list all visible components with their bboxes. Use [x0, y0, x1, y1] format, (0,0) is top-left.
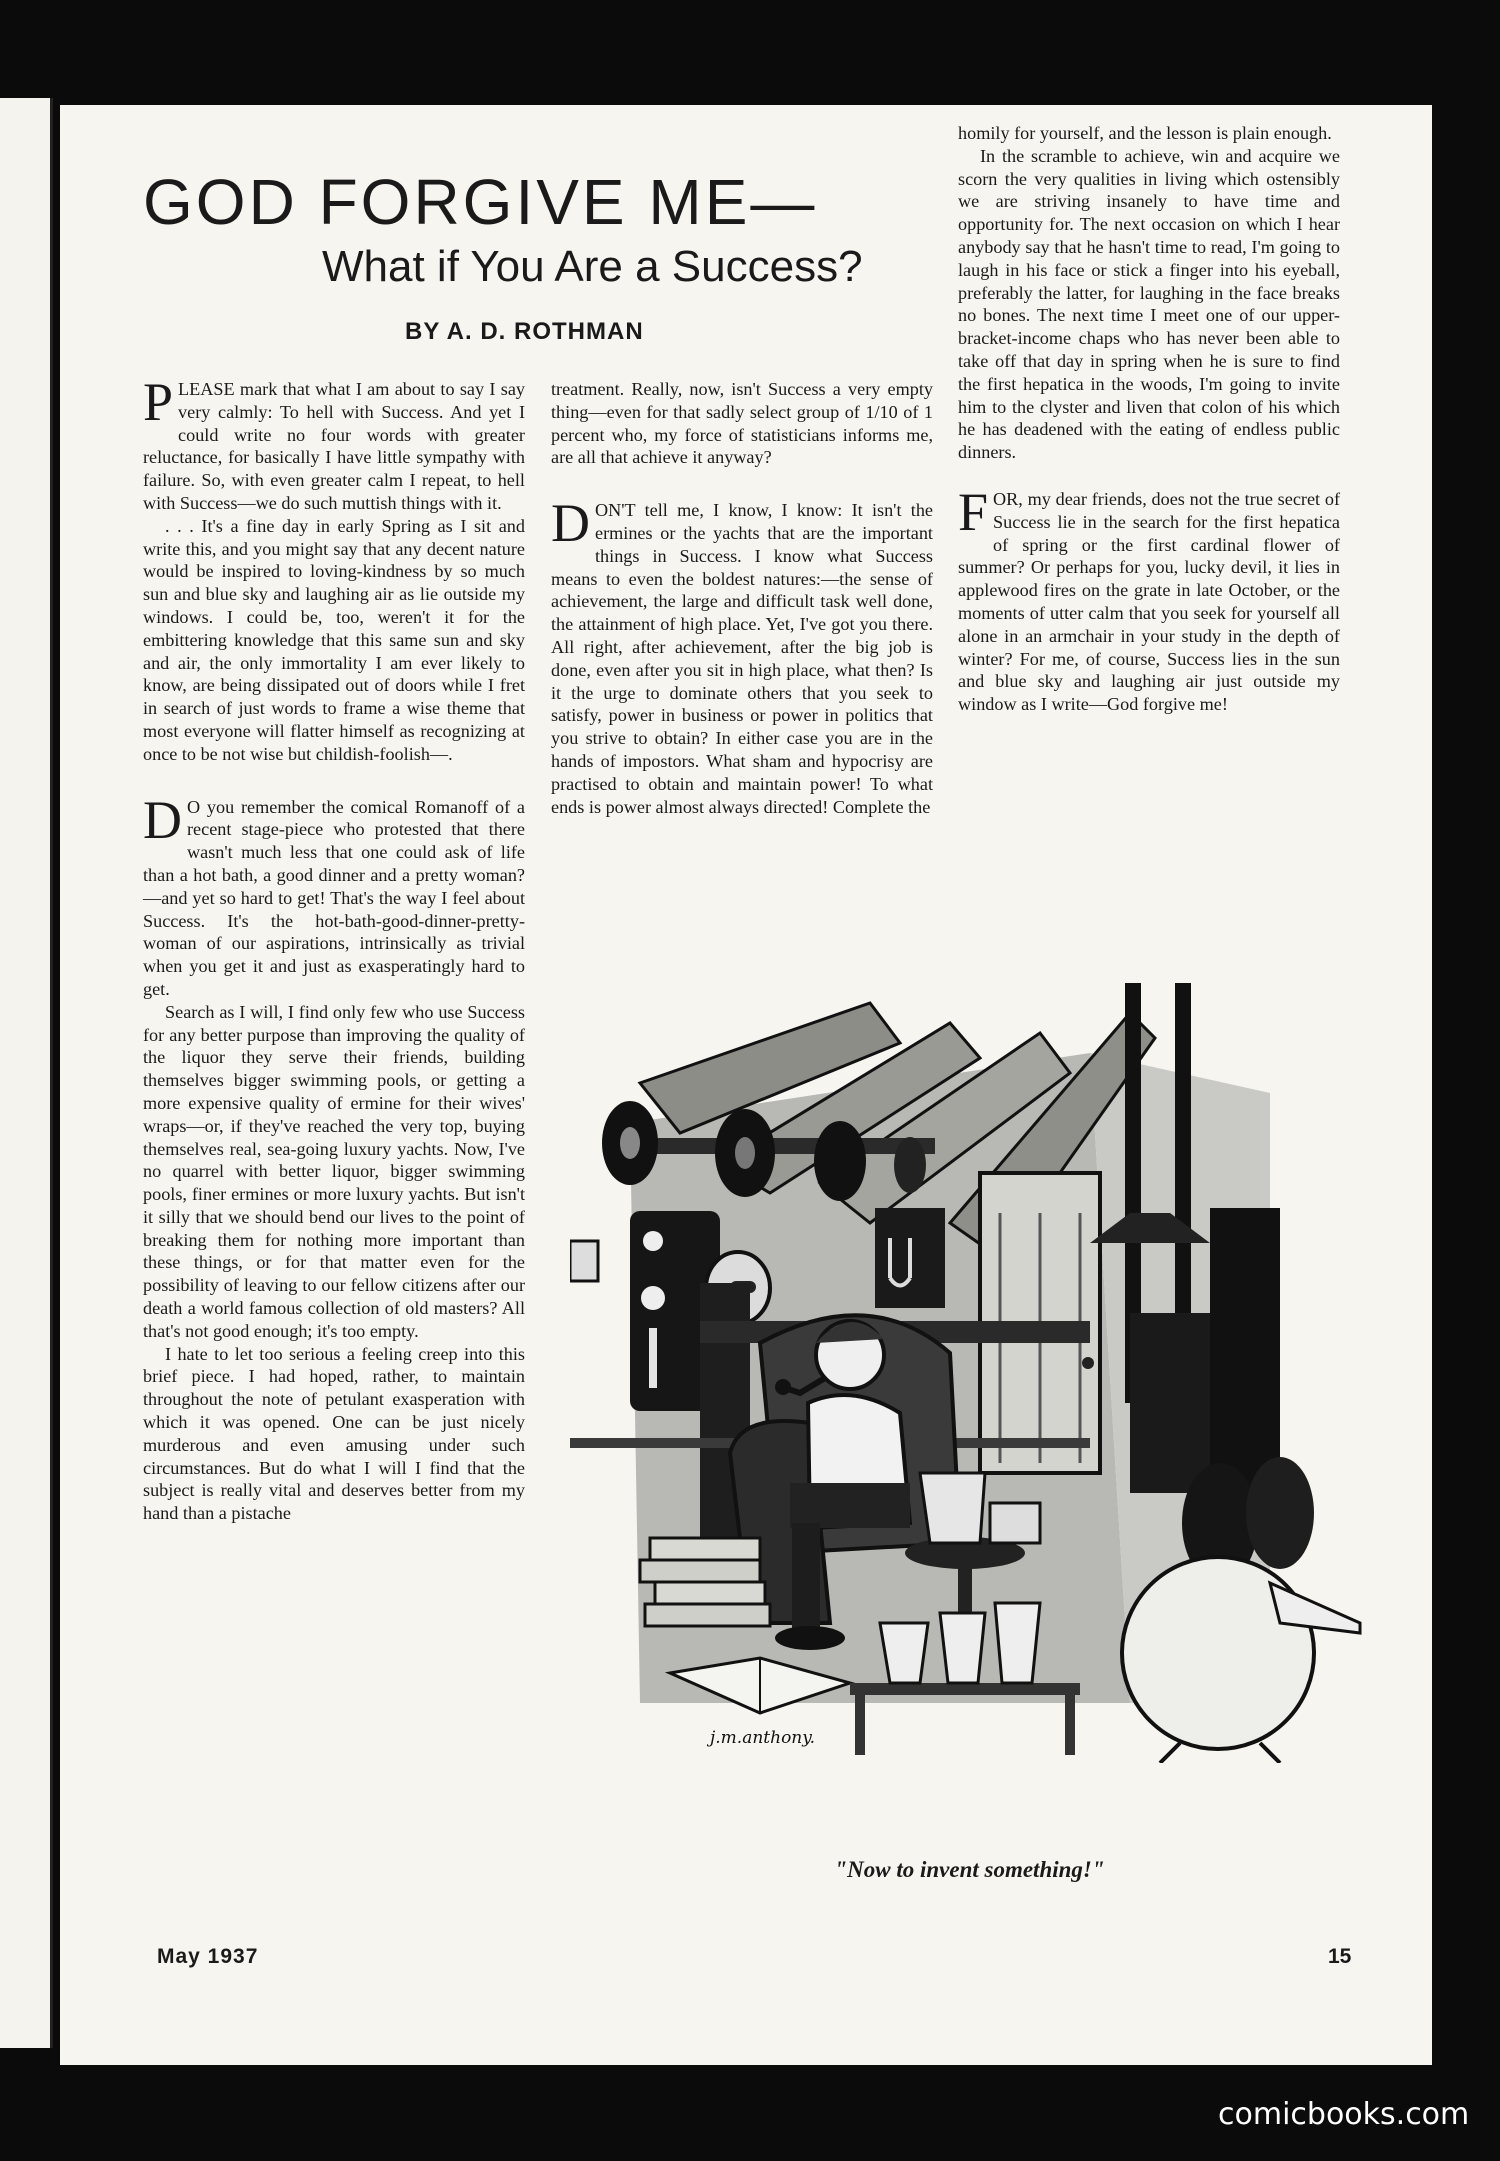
article-title: GOD FORGIVE ME— — [143, 166, 818, 238]
illustration-caption: "Now to invent something!" — [834, 1857, 1105, 1882]
paragraph: In the scramble to achieve, win and acquire we scorn the very qualities in living which ostensibly we are striving insanely to have time and opportunity for. The next occasion on which I hear anybody say that he hasn't time to read, I'm going to laugh in his face or stick a finger into his eyeball, preferably the latter, for laughing in the face breaks no bones. The next time I meet one of our upper-bracket-income chaps who has never been able to take off that day in spring when he is sure to find the first hepatica in the woods, I'm going to invite him to the clyster and liven that colon of his which he has deadened with the eating of endless public dinners. — [958, 145, 1340, 463]
text-column-1 — [143, 372, 525, 1525]
paragraph: PLEASE mark that what I am about to say I say very calmly: To hell with Success. And yet I could write no four words with greater reluctance, for basically I have little sympathy with failure. So, with even greater calm I repeat, to hell with Success—we do such muttish things with it. — [143, 372, 525, 513]
drop-cap: D — [143, 789, 182, 850]
paragraph: homily for yourself, and the lesson is plain enough. — [958, 123, 1332, 143]
text-column-3 — [958, 122, 1340, 716]
drop-cap: P — [143, 372, 174, 432]
page-number: 15 — [1328, 1945, 1352, 1968]
byline: BY A. D. ROTHMAN — [405, 318, 644, 345]
paragraph: FOR, my dear friends, does not the true secret of Success lie in the search for the first hepatica of spring or the first cardinal flower of summer? Or perhaps for you, lucky devil, it lies in applewood fires on the grate in late October, or the moments of utter calm that you seek for yourself all alone in an armchair in your study in the depth of winter? For me, of course, Success lies in the sun and blue sky and laughing air just outside my window as I write—God forgive me! — [958, 481, 1340, 715]
issue-date: May 1937 — [157, 1945, 259, 1968]
article-subtitle: What if You Are a Success? — [322, 242, 863, 291]
paragraph: D O you remember the comical Romanoff of a recent stage-piece who protested that there wasn't much less that one could ask of life than a hot bath, a good dinner and a pretty woman?—and yet so hard to get! That's the way I feel about Success. It's the hot-bath-good-dinner-pretty-woman of our aspirations, intrinsically as trivial when you get it and just as exasperatingly hard to get. — [143, 789, 525, 999]
paragraph: . . . It's a fine day in early Spring as I sit and write this, and you might say that any decent nature would be inspired to loving-kindness by so much sun and blue sky and laughing air as lie outside my windows. I could be, too, weren't it for the embittering knowledge that this same sun and sky and air, the only immortality I am ever likely to know, are being dissipated out of doors while I fret in search of just words to frame a wise theme that most everyone will flatter himself as recognizing at once to be not wise but childish-foolish—. — [143, 515, 525, 764]
paragraph: Search as I will, I find only few who use Success for any better purpose than improving the quality of the liquor they serve their friends, building themselves bigger swimming pools, or getting a more expensive quality of ermine for their wives' wraps—or, if they've reached the very top, buying themselves real, sea-going luxury yachts. Now, I've no quarrel with better liquor, bigger swimming pools, finer ermines or more luxury yachts. But isn't it silly that we should bend our lives to the point of breaking them for nothing more important than these things, or for that matter even for the possibility of leaving to our fellow citizens after our death a world famous collection of old masters? All that's not good enough; it's too empty. — [143, 1001, 525, 1341]
text-column-2 — [551, 378, 933, 818]
watermark: comicbooks.com — [1218, 2097, 1470, 2132]
cartoon-illustration — [570, 983, 1370, 1763]
facing-page-edge — [0, 98, 53, 2048]
magazine-page — [60, 105, 1432, 2065]
paragraph: I hate to let too serious a feeling creep into this brief piece. I had hoped, rather, to maintain throughout the note of petulant exasperation with which it was opened. One can be just nicely murderous and even amusing under such circumstances. But do what I will I find that the subject is really vital and deserves better from my hand than a pistache — [143, 1343, 525, 1524]
paragraph: treatment. Really, now, isn't Success a very empty thing—even for that sadly select group of 1/10 of 1 percent who, my force of statisticians informs me, are all that achieve it anyway? — [551, 379, 933, 468]
artist-signature: j.m.anthony. — [710, 1728, 815, 1748]
drop-cap: F — [958, 481, 989, 542]
drop-cap: D — [551, 493, 590, 554]
paragraph: DON'T tell me, I know, I know: It isn't the ermines or the yachts that are the important things in Success. I know what Success means to even the boldest natures:—the sense of achievement, the large and difficult task well done, the attainment of high place. Yet, I've got you there. All right, after achievement, after the big job is done, even after you sit in high place, what then? Is it the urge to dominate others that you seek to satisfy, power in business or power in politics that you strive to obtain? In either case you are in the hands of impostors. What sham and hypocrisy are practised to obtain and maintain power! To what ends is power almost always directed! Complete the — [551, 493, 933, 817]
